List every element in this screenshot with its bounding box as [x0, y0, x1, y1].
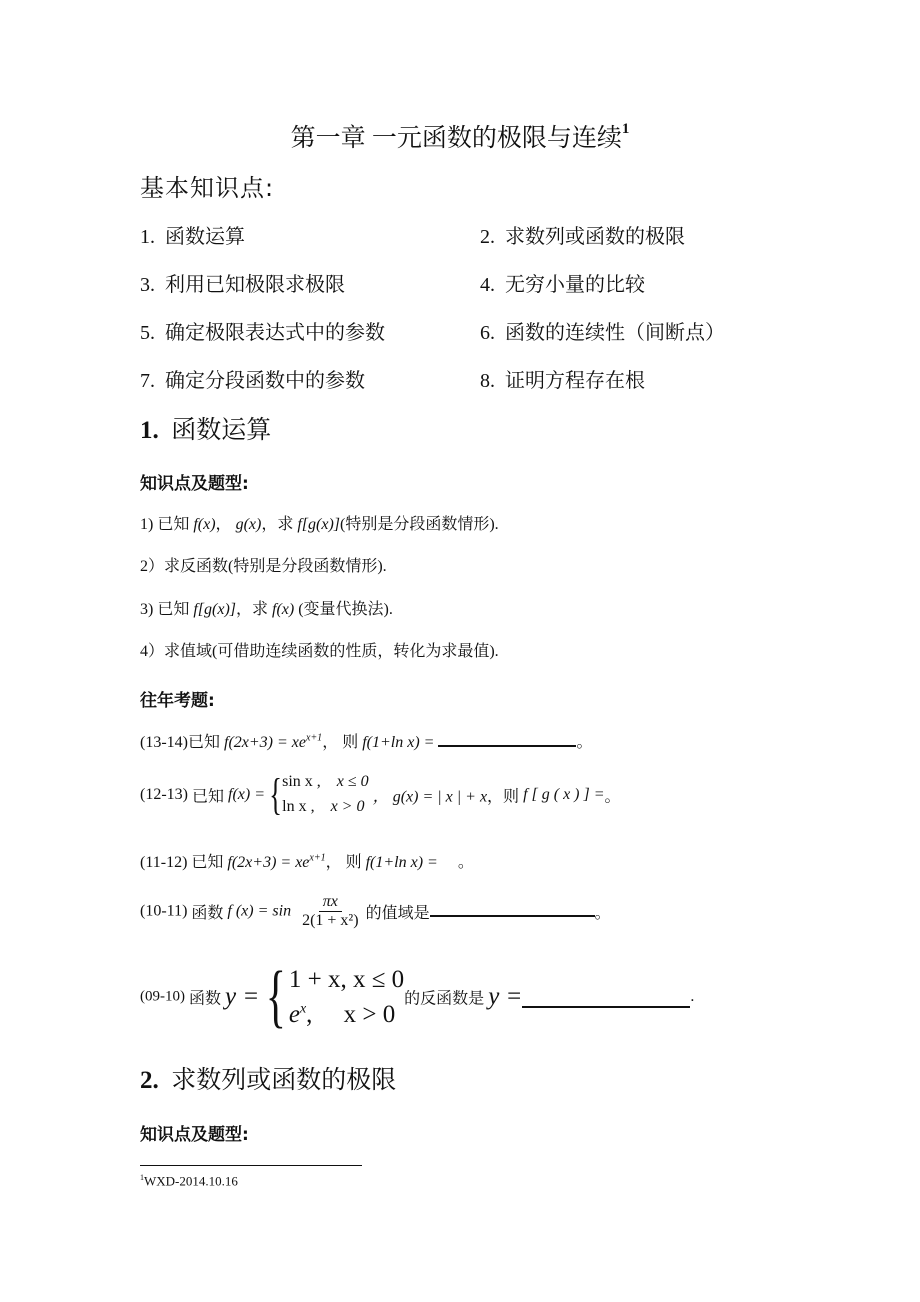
- case-cond: x > 0: [330, 797, 365, 815]
- knowledge-item-3: [140, 596, 393, 619]
- toc-item-7: [140, 364, 365, 393]
- text: 。: [604, 788, 621, 806]
- case-cond: x ≤ 0: [336, 773, 369, 790]
- exam-question-13-14: [140, 729, 592, 752]
- text: 。: [594, 905, 611, 922]
- exam-heading: 往年考题:: [140, 691, 215, 711]
- denominator: 2(1 + x²): [302, 912, 359, 929]
- case-expr: e: [288, 1001, 300, 1028]
- math-exponent: x: [299, 1001, 307, 1017]
- case-cond: , x > 0: [306, 1001, 396, 1028]
- text: 。: [437, 854, 474, 871]
- text: ，求: [261, 516, 298, 533]
- text: .: [690, 988, 695, 1005]
- math: y =: [225, 983, 260, 1010]
- question-year: (12-13): [140, 785, 188, 803]
- math: f(1+ln x) =: [362, 734, 435, 751]
- toc-label: 无穷小量的比较: [505, 274, 645, 296]
- answer-blank[interactable]: [522, 1005, 690, 1008]
- knowledge-heading: 知识点及题型:: [140, 474, 249, 494]
- math: f[g(x)]: [193, 601, 236, 618]
- text: (特别是分段函数情形).: [340, 516, 499, 533]
- text: 。: [576, 734, 593, 751]
- math: f(x): [193, 516, 216, 533]
- question-year: (09-10): [140, 988, 185, 1005]
- text: 已知: [187, 788, 228, 806]
- math: f[g(x)]: [297, 516, 340, 533]
- text: 3) 已知: [140, 601, 194, 618]
- math: f(2x+3) = xe: [224, 734, 306, 751]
- fraction: [298, 893, 362, 930]
- toc-num: 4.: [480, 274, 495, 296]
- toc-label: 确定极限表达式中的参数: [165, 322, 385, 344]
- text: ，: [215, 516, 236, 533]
- knowledge-item-4: 4）求值域(可借助连续函数的性质，转化为求最值).: [140, 643, 499, 660]
- section-1-heading: [140, 410, 271, 446]
- question-year: (11-12): [140, 854, 188, 871]
- toc-item-6: [480, 316, 725, 345]
- chapter-title-text: 第一章 一元函数的极限与连续: [290, 125, 622, 152]
- basic-points-heading: 基本知识点:: [140, 174, 275, 202]
- toc-num: 2.: [480, 226, 495, 248]
- math-exponent: x+1: [309, 852, 326, 864]
- exam-question-10-11: [140, 893, 611, 930]
- math: f(x) =: [228, 785, 265, 803]
- section-number: 1.: [140, 417, 159, 444]
- piecewise-definition: [263, 958, 405, 1035]
- text: ，则: [487, 788, 524, 806]
- knowledge-item-2: 2）求反函数(特别是分段函数情形).: [140, 558, 387, 575]
- section-2-heading: [140, 1060, 396, 1096]
- section-title: 求数列或函数的极限: [171, 1067, 397, 1094]
- toc-num: 6.: [480, 322, 495, 344]
- case-expr: ln x ,: [282, 797, 315, 815]
- case-expr: sin x ,: [282, 773, 321, 790]
- text: (变量代换法).: [294, 601, 393, 618]
- text: 函数: [185, 990, 226, 1008]
- case-expr: 1 + x, x ≤ 0: [288, 966, 405, 993]
- piecewise-definition: [269, 770, 369, 820]
- toc-label: 证明方程存在根: [505, 370, 645, 392]
- exam-question-11-12: [140, 849, 474, 872]
- chapter-title: [0, 118, 920, 154]
- toc-label: 函数的连续性（间断点）: [505, 322, 725, 344]
- section-title: 函数运算: [171, 417, 272, 444]
- toc-label: 利用已知极限求极限: [165, 274, 345, 296]
- toc-item-8: [480, 364, 645, 393]
- question-year: (13-14): [140, 734, 188, 751]
- text: 函数: [187, 905, 228, 922]
- footnote-ref[interactable]: 1: [621, 120, 630, 137]
- knowledge-heading-2: 知识点及题型:: [140, 1125, 249, 1145]
- question-year: (10-11): [140, 902, 188, 920]
- math: f(x): [272, 601, 295, 618]
- footnote-mark: 1: [140, 1173, 144, 1182]
- text: 已知: [187, 854, 228, 871]
- math-exponent: x+1: [306, 732, 323, 744]
- text: ， 则: [325, 854, 366, 871]
- toc-item-5: [140, 316, 385, 345]
- exam-question-12-13: [140, 770, 621, 820]
- math: ， g(x) = | x | + x: [372, 788, 488, 806]
- left-brace-icon: {: [269, 769, 282, 819]
- answer-blank[interactable]: [438, 744, 576, 747]
- toc-item-4: [480, 268, 645, 297]
- footnote-text: WXD-2014.10.16: [144, 1173, 238, 1189]
- math: f(2x+3) = xe: [227, 854, 310, 871]
- exam-question-09-10: [140, 958, 695, 1035]
- math: f [ g ( x ) ] =: [523, 785, 605, 803]
- numerator: πx: [319, 893, 342, 912]
- math: y =: [488, 983, 523, 1010]
- toc-label: 函数运算: [165, 226, 245, 248]
- footnote: [140, 1173, 238, 1189]
- math: f (x) = sin: [227, 902, 292, 920]
- section-number: 2.: [140, 1067, 159, 1094]
- text: 的反函数是: [404, 990, 489, 1008]
- toc-item-3: [140, 268, 345, 297]
- toc-item-1: [140, 220, 245, 249]
- toc-label: 确定分段函数中的参数: [165, 370, 365, 392]
- text: 已知: [187, 734, 224, 751]
- text: ，求: [236, 601, 273, 618]
- toc-num: 7.: [140, 370, 155, 392]
- footnote-divider: [140, 1165, 362, 1166]
- answer-blank[interactable]: [430, 914, 595, 917]
- math: f(1+ln x) =: [365, 854, 438, 871]
- toc-label: 求数列或函数的极限: [505, 226, 685, 248]
- left-brace-icon: {: [265, 958, 287, 1035]
- toc-num: 3.: [140, 274, 155, 296]
- text: ， 则: [322, 734, 363, 751]
- text: 的值域是: [365, 905, 430, 922]
- toc-item-2: [480, 220, 685, 249]
- knowledge-item-1: [140, 511, 499, 534]
- math: g(x): [235, 516, 262, 533]
- text: 1) 已知: [140, 516, 194, 533]
- toc-num: 5.: [140, 322, 155, 344]
- toc-num: 8.: [480, 370, 495, 392]
- toc-num: 1.: [140, 226, 155, 248]
